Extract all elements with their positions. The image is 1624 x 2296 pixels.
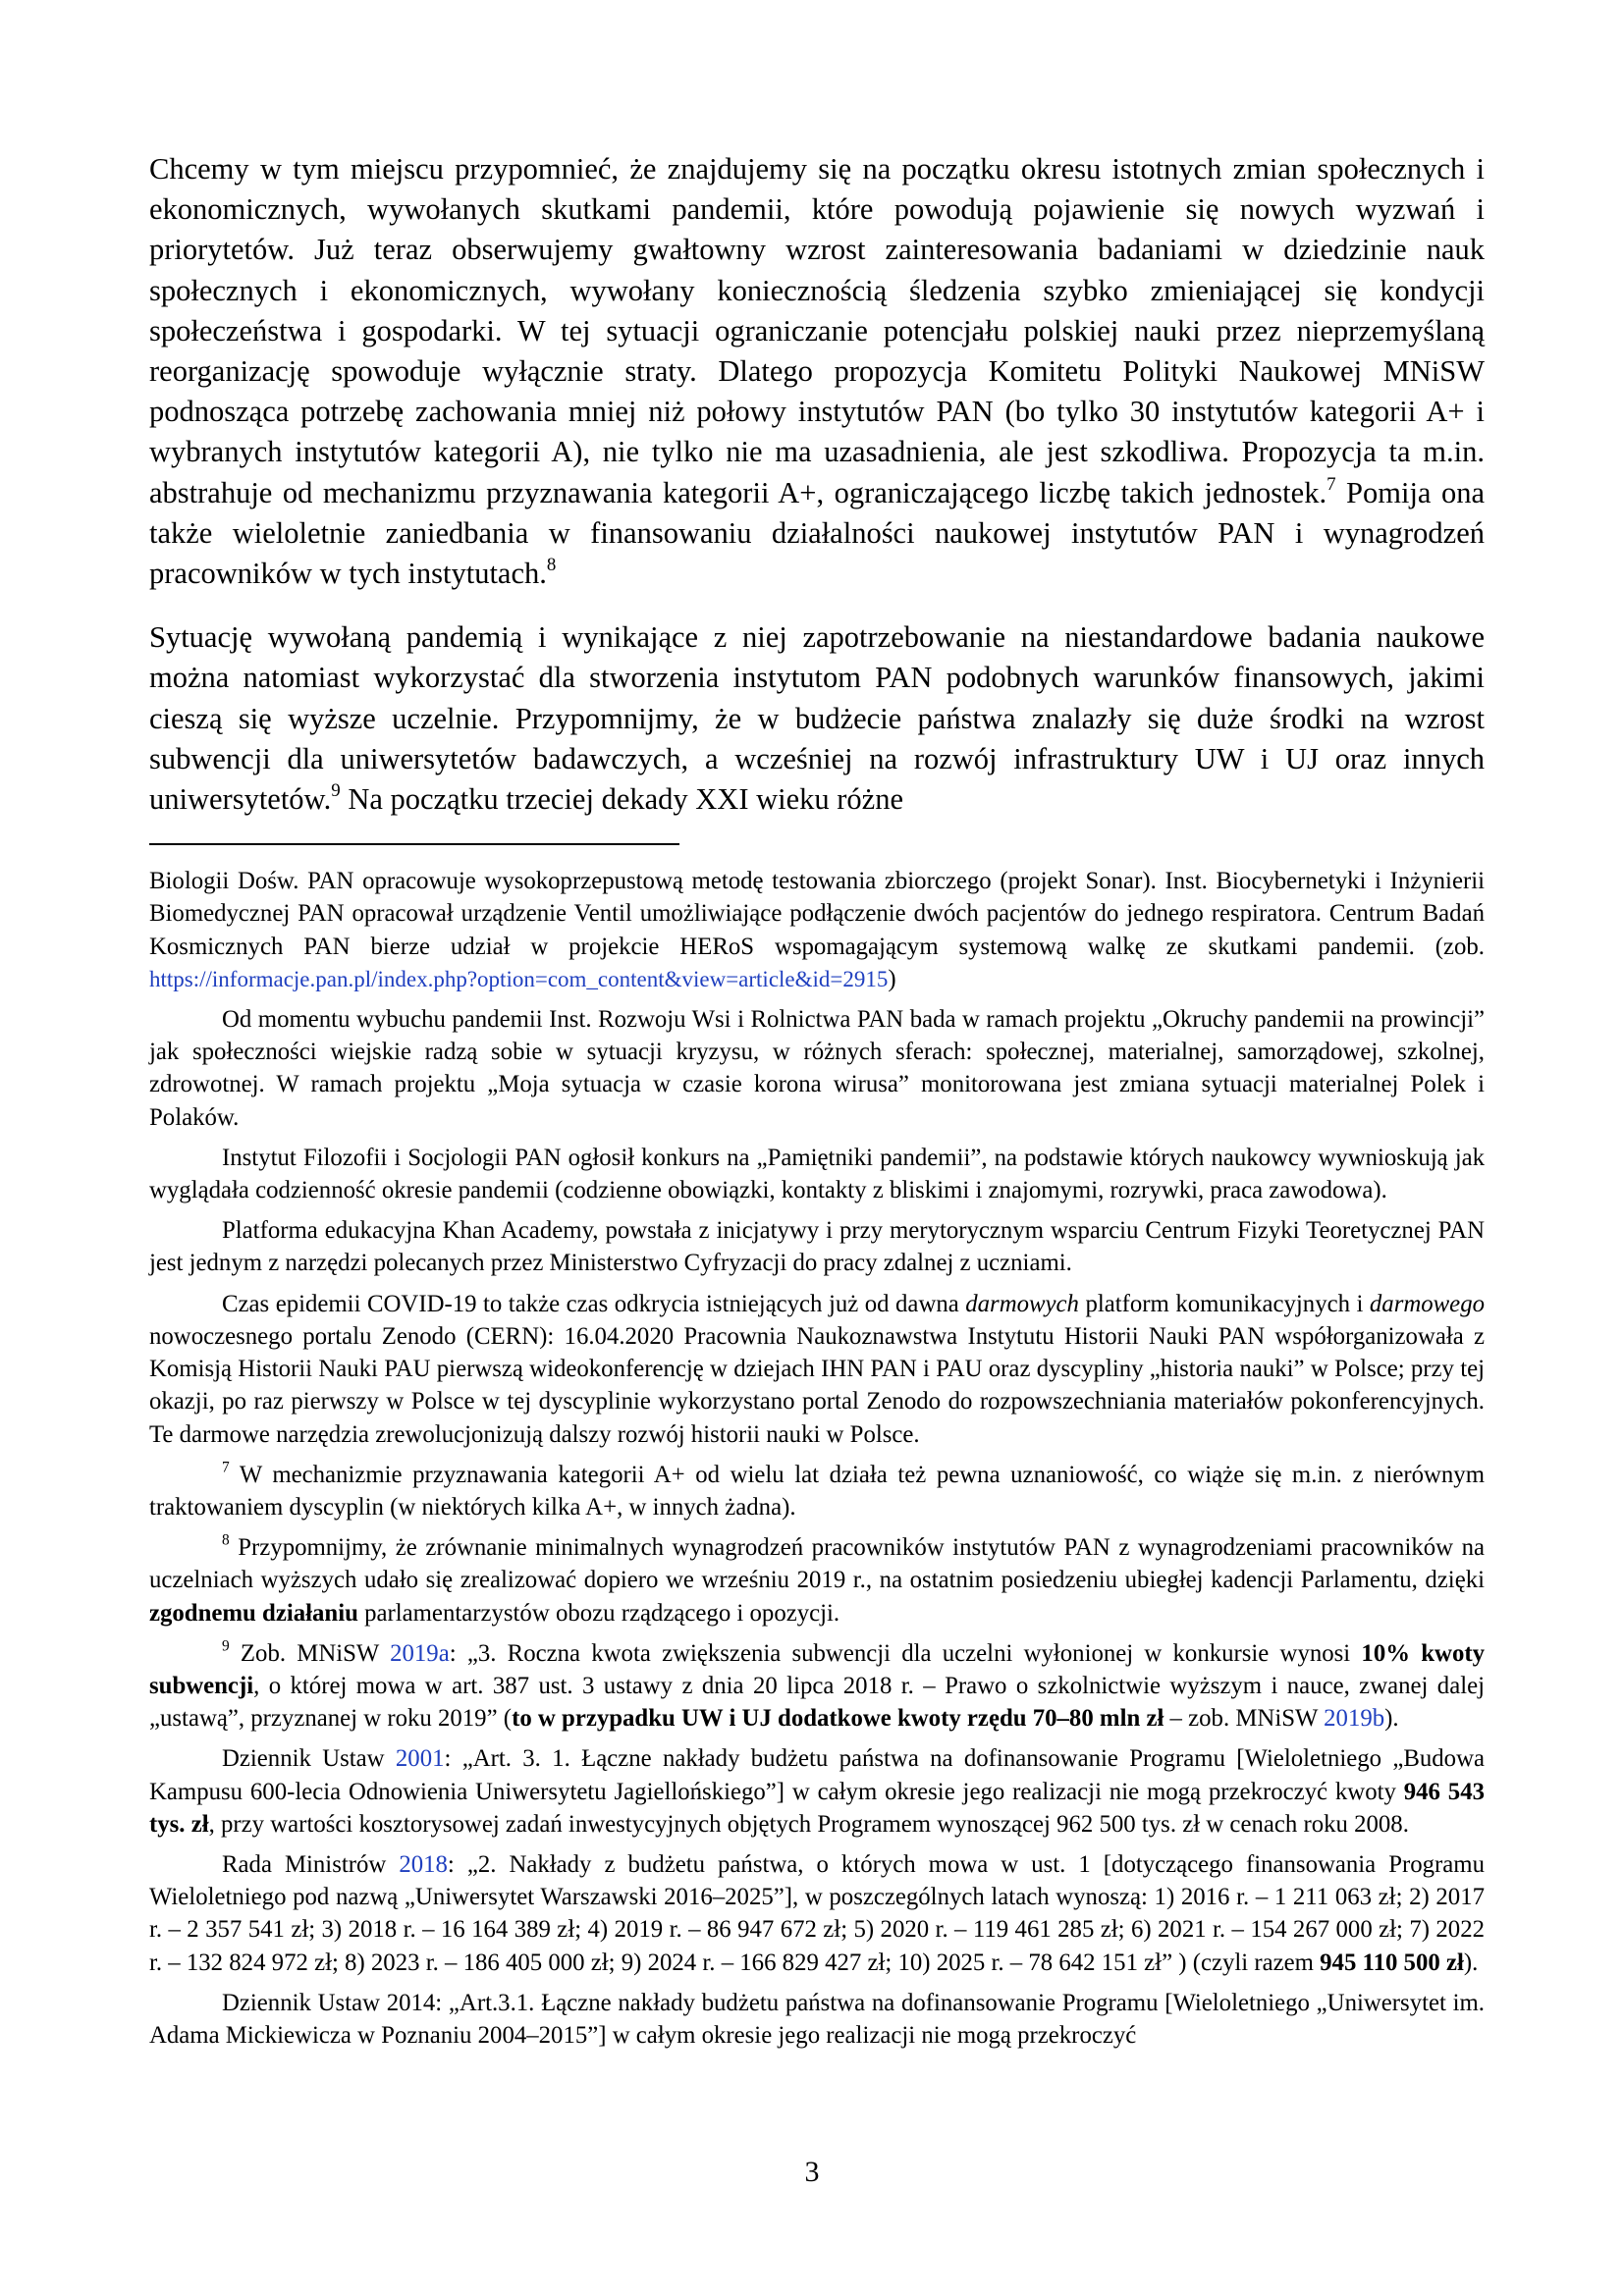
- citation-link[interactable]: 2019a: [390, 1639, 450, 1667]
- body-paragraph-1: Chcemy w tym miejscu przypomnieć, że znajdujemy się na początku okresu istotnych zmian społecznych i ekonomicznych, wywołanych skutkami pandemii, które powodują pojawienie się nowych wyzwań i priorytetów. Już teraz obserwujemy gwałtowny wzrost zainteresowania badaniami w dziedzinie nauk społecznych i ekonomicznych, wywołany koniecznością śledzenia szybko zmieniającej się kondycji społeczeństwa i gospodarki. W tej sytuacji ograniczanie potencjału polskiej nauki przez nieprzemyślaną reorganizację spowoduje wyłącznie straty. Dlatego propozycja Komitetu Polityki Naukowej MNiSW podnosząca potrzebę zachowania mniej niż połowy instytutów PAN (bo tylko 30 instytutów kategorii A+ i wybranych instytutów kategorii A), nie tylko nie ma uzasadnienia, ale jest szkodliwa. Propozycja ta m.in. abstrahuje od mechanizmu przyznawania kategorii A+, ograniczającego liczbę takich jednostek.$^7$ Pomija ona także wieloletnie zaniedbania w finansowaniu działalności naukowej instytutów PAN i wynagrodzeń pracowników w tych instytutach.$^8$: [149, 152, 1485, 591]
- footnote-paragraph: Dziennik Ustaw 2001: „Art. 3. 1. Łączne nakłady budżetu państwa na dofinansowanie Programu [Wieloletniego „Budowa Kampusu 600-lecia Odnowienia Uniwersytetu Jagiellońskiego”] w całym okresie jego realizacji nie mogą przekroczyć kwoty 946 543 tys. zł, przy wartości kosztorysowej zadań inwestycyjnych objętych Programem wynoszącej 962 500 tys. zł w cenach roku 2008.: [149, 1745, 1485, 1838]
- footnote-ref-7[interactable]: 7: [1326, 473, 1336, 495]
- footnote-continuation: Biologii Dośw. PAN opracowuje wysokoprzepustową metodę testowania zbiorczego (projekt Sonar). Inst. Biocybernetyki i Inżynierii Biomedycznej PAN opracował urządzenie Ventil umożliwiające podłączenie dwóch pacjentów do jednego respiratora. Centrum Badań Kosmicznych PAN bierze udział w projekcie HERoS wspomagającym systemową walkę ze skutkami pandemii. (zob. https://informacje.pan.pl/index.php?option=com_content&view=article&id=2915): [149, 868, 1485, 992]
- footnote-paragraph: Dziennik Ustaw 2014: „Art.3.1. Łączne nakłady budżetu państwa na dofinansowanie Programu [Wieloletniego „Uniwersytet im. Adama Mickiewicza w Poznaniu 2004–2015”] w całym okresie jego realizacji nie mogą przekroczyć: [149, 1989, 1485, 2049]
- footnote-url-link[interactable]: https://informacje.pan.pl/index.php?option=com_content&view=article&id=2915: [149, 966, 889, 991]
- page-number: 3: [804, 2156, 820, 2188]
- footnote-8: $^8$ Przypomnijmy, że zrównanie minimalnych wynagrodzeń pracowników instytutów PAN z wynagrodzeniami pracowników na uczelniach wyższych udało się zrealizować dopiero we wrześniu 2019 r., na ostatnim posiedzeniu ubiegłej kadencji Parlamentu, dzięki zgodnemu działaniu parlamentarzystów obozu rządzącego i opozycji.: [149, 1531, 1485, 1627]
- footnote-9: $^9$ Zob. MNiSW 2019a: „3. Roczna kwota zwiększenia subwencji dla uczelni wyłonionej w konkursie wynosi 10% kwoty subwencji, o której mowa w art. 387 ust. 3 ustawy z dnia 20 lipca 2018 r. – Prawo o szkolnictwie wyższym i nauce, zwanej dalej „ustawą”, przyznanej w roku 2019” (to w przypadku UW i UJ dodatkowe kwoty rzędu 70–80 mln zł – zob. MNiSW 2019b).: [149, 1636, 1485, 1733]
- footnote-paragraph: Od momentu wybuchu pandemii Inst. Rozwoju Wsi i Rolnictwa PAN bada w ramach projektu „Okruchy pandemii na prowincji” jak społeczności wiejskie radzą sobie w sytuacji kryzysu, w różnych sferach: społecznej, materialnej, samorządowej, szkolnej, zdrowotnej. W ramach projektu „Moja sytuacja w czasie korona wirusa” monitorowana jest zmiana sytuacji materialnej Polek i Polaków.: [149, 1006, 1485, 1131]
- document-page: [149, 149, 1485, 2059]
- body-paragraph-2: Sytuację wywołaną pandemią i wynikające z niej zapotrzebowanie na niestandardowe badania naukowe można natomiast wykorzystać dla stworzenia instytutom PAN podobnych warunków finansowych, jakimi cieszą się wyższe uczelnie. Przypomnijmy, że w budżecie państwa znalazły się duże środki na wzrost subwencji dla uniwersytetów badawczych, a wcześniej na rozwój infrastruktury UW i UJ oraz innych uniwersytetów.$^9$ Na początku trzeciej dekady XXI wieku różne: [149, 620, 1485, 817]
- footnote-ref-8[interactable]: 8: [546, 554, 557, 575]
- footnote-ref-9[interactable]: 9: [331, 779, 341, 801]
- footnote-paragraph: Czas epidemii COVID-19 to także czas odkrycia istniejących już od dawna darmowych platform komunikacyjnych i darmowego nowoczesnego portalu Zenodo (CERN): 16.04.2020 Pracownia Naukoznawstwa Instytutu Historii Nauki PAN współorganizowała z Komisją Historii Nauki PAU pierwszą wideokonferencję w dziejach IHN PAN i PAU oraz dyscypliny „historia nauki” w Polsce; przy tej okazji, po raz pierwszy w Polsce w tej dyscyplinie wykorzystano portal Zenodo do rozpowszechniania materiałów pokonferencyjnych. Te darmowe narzędzia zrewolucjonizują dalszy rozwój historii nauki w Polsce.: [149, 1290, 1485, 1448]
- footnote-7: $^7$ W mechanizmie przyznawania kategorii A+ od wielu lat działa też pewna uznaniowość, co wiąże się m.in. z nierównym traktowaniem dyscyplin (w niektórych kilka A+, w innych żadna).: [149, 1458, 1485, 1521]
- footnote-number: 8: [222, 1531, 230, 1549]
- footnote-paragraph: Platforma edukacyjna Khan Academy, powstała z inicjatywy i przy merytorycznym wsparciu Centrum Fizyki Teoretycznej PAN jest jednym z narzędzi polecanych przez Ministerstwo Cyfryzacji do pracy zdalnej z uczniami.: [149, 1217, 1485, 1277]
- citation-link[interactable]: 2001: [395, 1745, 445, 1773]
- footnote-paragraph: Rada Ministrów 2018: „2. Nakłady z budżetu państwa, o których mowa w ust. 1 [dotyczącego finansowania Programu Wieloletniego pod nazwą „Uniwersytet Warszawski 2016–2025”], w poszczególnych latach wynoszą: 1) 2016 r. – 1 211 063 zł; 2) 2017 r. – 2 357 541 zł; 3) 2018 r. – 16 164 389 zł; 4) 2019 r. – 86 947 672 zł; 5) 2020 r. – 119 461 285 zł; 6) 2021 r. – 154 267 000 zł; 7) 2022 r. – 132 824 972 zł; 8) 2023 r. – 186 405 000 zł; 9) 2024 r. – 166 829 427 zł; 10) 2025 r. – 78 642 151 zł” ) (czyli razem 945 110 500 zł).: [149, 1850, 1485, 1976]
- footnotes: [149, 865, 1485, 2052]
- footnote-number: 9: [222, 1636, 230, 1654]
- footnote-number: 7: [222, 1458, 230, 1475]
- footnote-paragraph: Instytut Filozofii i Socjologii PAN ogłosił konkurs na „Pamiętniki pandemii”, na podstawie których naukowcy wywnioskują jak wyglądała codzienność okresie pandemii (codzienne obowiązki, kontakty z bliskimi i znajomymi, rozrywki, praca zawodowa).: [149, 1144, 1485, 1204]
- footnote-separator: [149, 843, 679, 845]
- main-text: [149, 149, 1485, 820]
- citation-link[interactable]: 2019b: [1324, 1705, 1385, 1733]
- citation-link[interactable]: 2018: [399, 1850, 448, 1878]
